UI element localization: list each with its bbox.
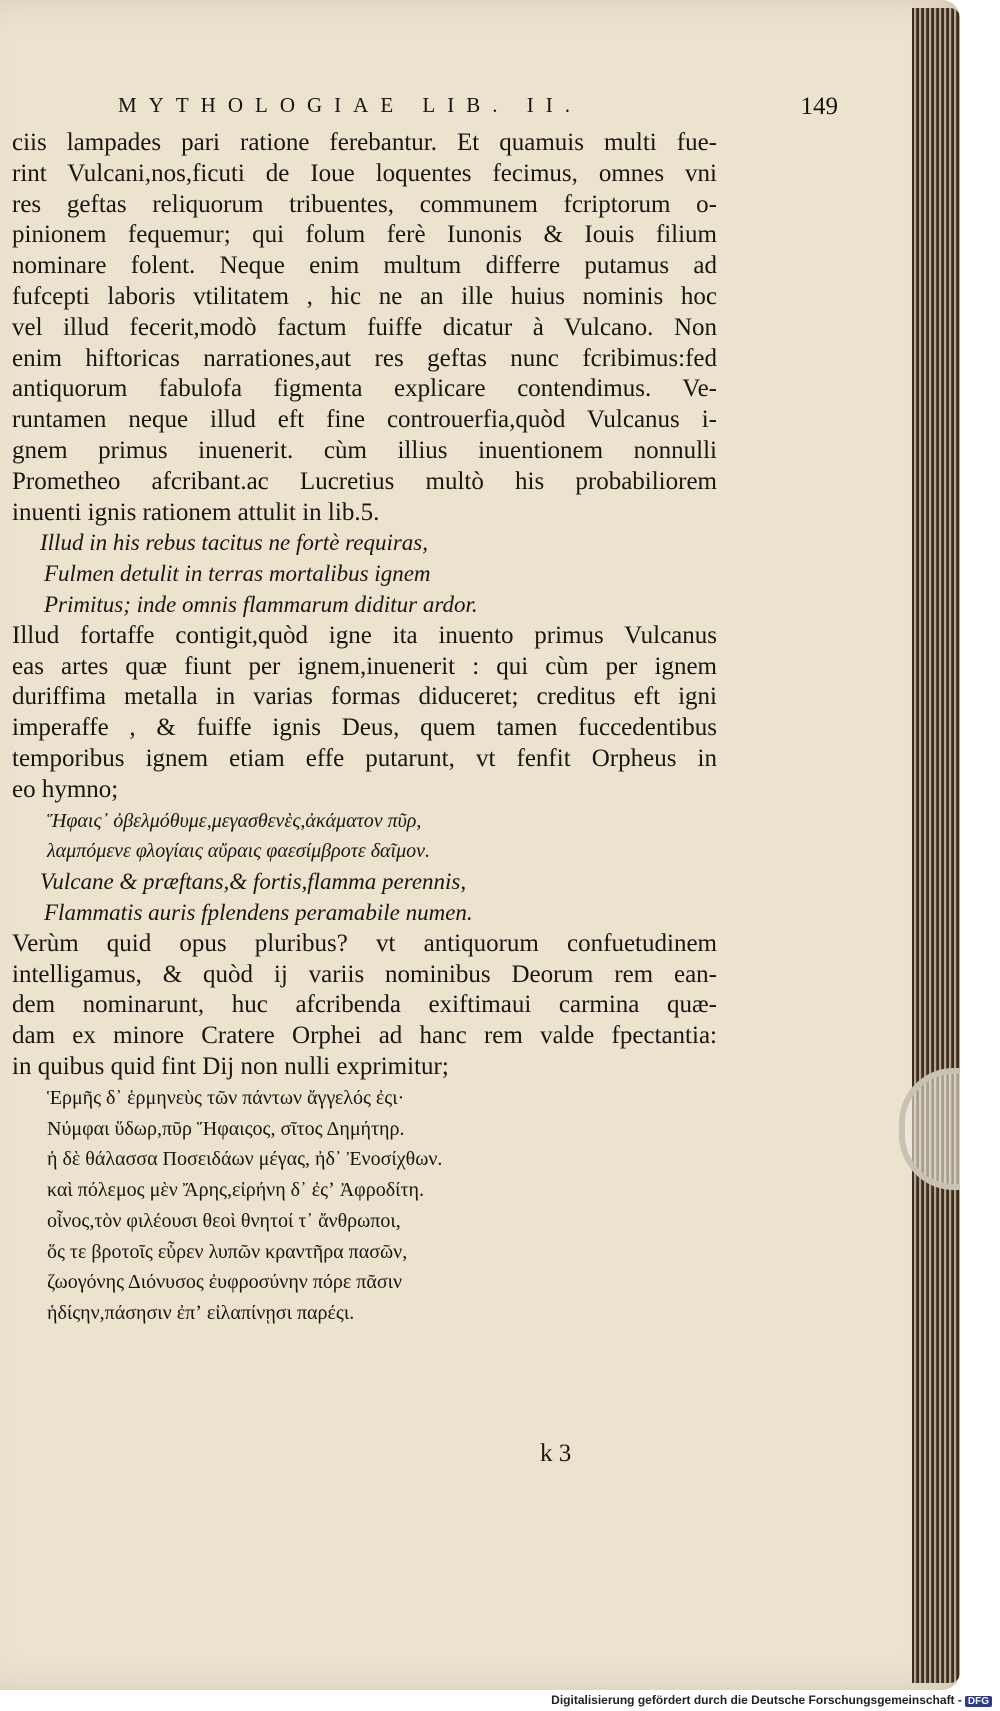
text-line: eas artes quæ fiunt per ignem,inuenerit : qui cùm per ignem [12, 652, 717, 680]
running-title: MYTHOLOGIAE LIB. II. [118, 93, 582, 117]
body-text [12, 128, 717, 1329]
text-line: Illud fortaffe contigit,quòd igne ita inuento primus Vulcanus [12, 621, 717, 649]
text-line: dem nominarunt, huc afcribenda exiftimaui carmina quæ- [12, 991, 717, 1019]
text-line: vel illud fecerit,modò factum fuiffe dicatur à Vulcano. Non [12, 313, 717, 341]
text-line: temporibus ignem etiam effe putarunt, vt fenfit Orpheus in [12, 744, 717, 772]
page-number: 149 [800, 93, 838, 120]
text-line: in quibus quid fint Dij non nulli exprimitur; [12, 1052, 449, 1080]
greek-verse-line: καὶ πόλεμος μὲν Ἄρης,εἰρήνη δ᾽ ἐςʼ Ἀφροδίτη. [47, 1179, 424, 1202]
page-header [118, 93, 838, 123]
verse-line: Flammatis auris fplendens peramabile numen. [44, 899, 473, 925]
text-line: dam ex minore Cratere Orphei ad hanc rem valde fpectantia: [12, 1022, 717, 1050]
text-line: fufcepti laboris vtilitatem , hic ne an ille huius nominis hoc [12, 282, 717, 310]
text-line: rint Vulcani,nos,ficuti de Ioue loquentes fecimus, omnes vni [12, 159, 717, 187]
text-line: runtamen neque illud eft fine controuerfia,quòd Vulcanus i- [12, 406, 717, 434]
text-line: ciis lampades pari ratione ferebantur. Et quamuis multi fue- [12, 129, 717, 156]
greek-verse-line: Νύμφαι ὕδωρ,πῦρ Ἥφαιςος, σῖτος Δημήτηρ. [47, 1117, 405, 1140]
text-line: duriffima metalla in varias formas diduceret; creditus eft igni [12, 683, 717, 711]
footer-text: Digitalisierung gefördert durch die Deutsche Forschungsgemeinschaft - [551, 1693, 962, 1707]
verse-line: Vulcane & præftans,& fortis,flamma perennis, [40, 869, 467, 895]
text-line: Prometheo afcribant.ac Lucretius multò his probabiliorem [12, 467, 717, 495]
dfg-logo: DFG [965, 1696, 992, 1707]
greek-verse-line: λαμπόμενε φλογίαις αὔραις φαεσίμβροτε δαῖμον. [47, 840, 431, 863]
verse-line: Primitus; inde omnis flammarum diditur ardor. [44, 591, 478, 617]
text-line: Verùm quid opus pluribus? vt antiquorum confuetudinem [12, 929, 717, 957]
greek-verse-line: Ἑρμῆς δ᾽ ἑρμηνεὺς τῶν πάντων ἄγγελός ἐςι· [47, 1086, 405, 1109]
verse-line: Fulmen detulit in terras mortalibus ignem [44, 561, 431, 587]
digitization-footer [551, 1693, 992, 1707]
signature-mark: k 3 [540, 1440, 572, 1467]
greek-verse-line: ζωογόνης Διόνυσος ἐυφροσύνην πόρε πᾶσιν [47, 1271, 403, 1294]
greek-verse-line: Ἥφαις᾽ ὀβελμόθυμε,μεγασθενὲς,ἀκάματον πῦρ, [47, 809, 422, 832]
text-line: eo hymno; [12, 775, 119, 803]
text-line: imperaffe , & fuiffe ignis Deus, quem tamen fuccedentibus [12, 714, 717, 742]
page-edges [912, 8, 960, 1683]
text-line: enim hiftoricas narrationes,aut res geftas nunc fcribimus:fed [12, 344, 717, 372]
greek-verse-line: ἡ δὲ θάλασσα Ποσειδάων μέγας, ἠδ᾽ Ἐνοσίχθων. [47, 1148, 443, 1171]
text-line: res geftas reliquorum tribuentes, communem fcriptorum o- [12, 190, 717, 218]
text-line: gnem primus inuenerit. cùm illius inuentionem nonnulli [12, 436, 717, 464]
greek-verse-line: οἶνος,τὸν φιλέουσι θεοὶ θνητοί τ᾽ ἄνθρωποι, [47, 1209, 401, 1232]
bookmark-clip [899, 1068, 960, 1190]
text-line: pinionem fequemur; qui folum ferè Iunonis & Iouis filium [12, 221, 717, 249]
text-line: nominare folent. Neque enim multum differre putamus ad [12, 252, 717, 280]
text-line: intelligamus, & quòd ij variis nominibus Deorum rem ean- [12, 960, 717, 988]
greek-verse-line: ἡδίςην,πάσησιν ἐπʼ εἰλαπίνῃσι παρέςι. [47, 1302, 355, 1325]
text-line: inuenti ignis rationem attulit in lib.5. [12, 498, 380, 526]
text-line: antiquorum fabulofa figmenta explicare contendimus. Ve- [12, 375, 717, 403]
verse-line: Illud in his rebus tacitus ne fortè requiras, [40, 530, 429, 556]
greek-verse-line: ὅς τε βροτοῖς εὗρεν λυπῶν κραντῆρα πασῶν, [47, 1240, 408, 1263]
